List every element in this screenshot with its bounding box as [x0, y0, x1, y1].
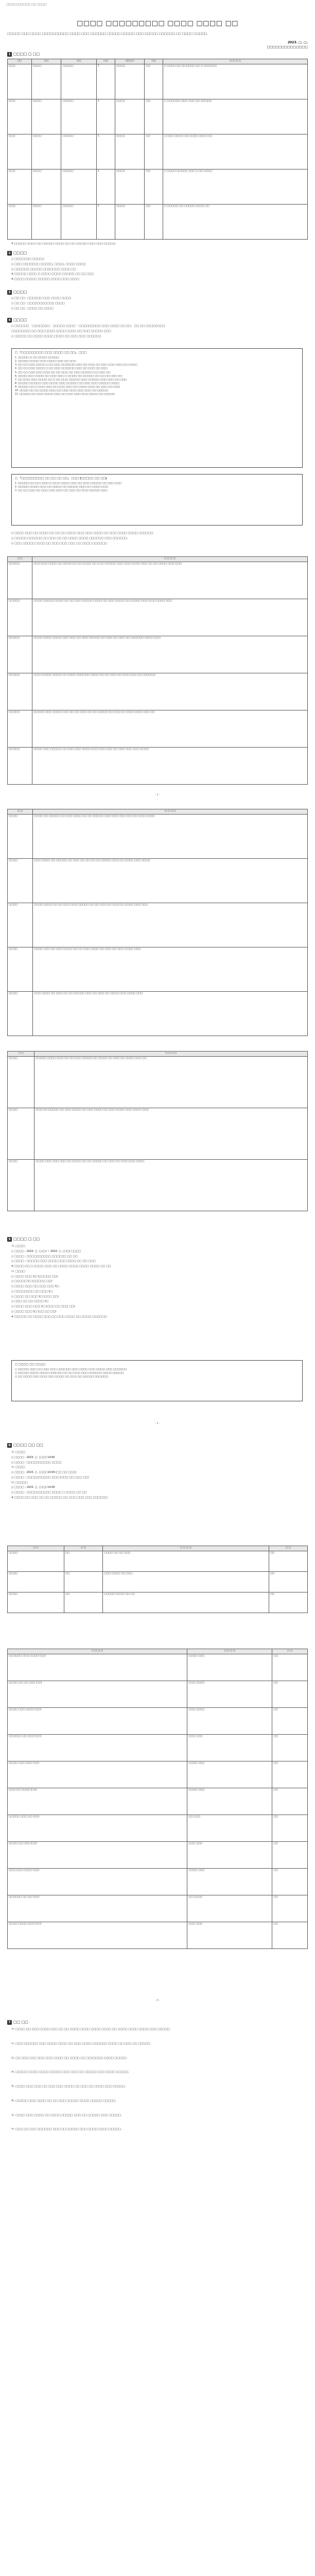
- table-row: [8, 636, 308, 673]
- box-line: 4. □□ □□ □□□ □□□□ □ □□ □□□ □□□□□□ □□□ □□ □□□ □□ □□□: [15, 367, 108, 370]
- table-cell: □□: [272, 1815, 308, 1841]
- table-cell: □□□□ □□□: [187, 1868, 272, 1895]
- table-header-cell: □ □ □ □: [8, 1649, 187, 1654]
- table-cell: □□□□ □□□ □□□□ (□□): [8, 1707, 187, 1734]
- table-header-cell: □ □: [64, 1546, 102, 1551]
- box-line: 3. □□ □□ □□□ □□ □□□ □□□ □□□ □□ □□□ □□ □□□ □□□□□ □□□: [15, 489, 108, 493]
- section-heading: [7, 290, 27, 295]
- box-line: 6. □□□□ □□□ □□□□ □□ □□□ □□□ □ □□□□ □□ □□□□□ □□ □□ □□ □□□ □□: [15, 375, 122, 378]
- table-cell: □□: [272, 1707, 308, 1734]
- table-cell: □□□□□□ □□ □□□ (□□): [8, 1734, 187, 1761]
- section-number: 5: [7, 1237, 12, 1242]
- table-row: [8, 562, 308, 599]
- text-line: 라. □□□□□ □□□□ □□□□ □□□□□ □□□ □□□ □□ □□□□□ □□□ □□□□ □□□□□.: [11, 2071, 129, 2074]
- section-title: □□□□ □ □□: [13, 52, 40, 56]
- text-line: ○ □□□□□□ 「□□□□□□□」 □□□□□ □□□□ 「□□□□□□□□□ □□□ □□□□ □□ □□」 □□ □□ □□□□□□□□: [11, 325, 165, 328]
- text-line: ※ □□□□□ □□□□ □ □□□□ □□□□ □□□□□ □□ □□ □□□: [11, 273, 94, 276]
- box-line: 8. □□□□□ □□□□□ □□□ □□□□ □□□ □□□□□ □□ □□□ □□□ □□□□□ □□□□: [15, 382, 119, 385]
- table-header-row: [8, 1052, 308, 1057]
- table-header-cell: □ □: [8, 1052, 34, 1057]
- table-row: [8, 814, 308, 858]
- table-row: [8, 1868, 308, 1895]
- table-header-cell: □ □ □ □: [34, 1052, 307, 1057]
- table-cell: □□: [269, 1571, 307, 1592]
- table-cell: □□: [269, 1592, 307, 1613]
- table-cell: □□□□ □□□: [187, 1654, 272, 1681]
- box-line: 2. □□□□□ □□□□ □□□ □□ □□□□ □□ □□□□□ □□□ □□ □□□□ □□□: [15, 486, 109, 489]
- text-line: 가. □□□□: [11, 1451, 25, 1454]
- section-title: □□□□: [13, 318, 27, 322]
- table-cell: □□ □□□: [187, 1815, 272, 1841]
- table-cell: □□□: [8, 134, 32, 169]
- text-line: 사. □□□□ □□□ □□□□ □□ □□□□ □□□□□ □□□ □□ □□□□□ □□□ □□□□□.: [11, 2113, 122, 2117]
- table-row: [8, 1592, 308, 1613]
- table-row: [8, 1056, 308, 1108]
- table-cell: □□: [145, 169, 163, 204]
- table-cell: □□: [64, 1592, 102, 1613]
- section-number: 6: [7, 1443, 12, 1448]
- text-line: ※ □□□□ □□□□□ □□□□□ □□□□ □□□ □□□□: [11, 278, 79, 281]
- table-row: [8, 134, 308, 169]
- section-body: [11, 297, 305, 312]
- qualification-table: [7, 1051, 308, 1211]
- table-cell: □□□□□: [8, 562, 32, 599]
- box-line: ○ □□□□□ □□□ □□ □□□ □□□ □□□□□□ □□□ □□□□ □□□ □□□□ □□□ □□□□□□.: [15, 1368, 128, 1371]
- table-cell: □□: [269, 1551, 307, 1571]
- text-line: ○ □□□□□□□□ □□ □□□ 1□: [11, 1290, 53, 1293]
- text-line: ○ □□□□ : 2023. □. □.(□) ~ 2023. □. □.(□) □□□□: [11, 1249, 81, 1253]
- box-line: 11. □□□□□ □□ □□□ □□□□ □□□ □□ □□□ □□□ □□□ □□□□ □□ □□□□□: [15, 393, 115, 396]
- table-cell: □□□□: [8, 1108, 34, 1159]
- text-line: ○ □□ □□ : □□□□□□□□□□□ □□□□: [11, 301, 65, 305]
- table-cell: □□□□□: [8, 673, 32, 710]
- box-line: 10. □□□□ □□ □□ □□□□ □□□ □□ □□□ □□□ □□□ □□□ □□ □□□□□: [15, 389, 109, 393]
- table-cell: □□□ □□□□ □□ □□□: [103, 1571, 269, 1592]
- table-cell: □□ □□□□: [187, 1895, 272, 1922]
- box-line: 9. □□□□□ □□ □ □□□ □□□ □□ □□□ □□□ □□ □□□□ □□□ □□ □□□ □□ □□□: [15, 385, 120, 388]
- table-cell: □□□□: [8, 1056, 34, 1108]
- text-line: ○ □□□□ □□□ □□ □□□□ □□ □□ □□ □□□□ □□□ □□□ □□□□ □□ □□□ □□□□ □□□□ □□□□□□.: [11, 532, 154, 535]
- table-header-cell: □ □: [8, 809, 33, 815]
- table-cell: □□□□ □□□□ □□ □□ □□□ □□□ □□□□□ □□ □□ □□□ □□ □□□ □□ □□□□ □□□ □□□: [33, 903, 308, 947]
- section-number: 2: [7, 251, 12, 256]
- table-cell: □□□□ □□□: [187, 1788, 272, 1815]
- text-line: 마. □□□□ □□□ □□□ □□ □□□ □□□ □□□□ □□ □□□ □□ □□□□ □□□ □□□□□.: [11, 2085, 126, 2088]
- box-title: □ 「□□□□□□□□□ □□ □□ □□ □□」 □□□ (□□□□□ □□ □□): [15, 477, 107, 480]
- table-cell: □□□□ □□ □□□□□ □□ □□□ □□□□ □□ □□ □□□□□ □□□ □□□ □□□ □□□ □□ □□□ □□□□: [33, 814, 308, 858]
- section-title: □□□□ □ □□: [13, 1237, 40, 1241]
- text-line: ○ □□□□ : □□□□□□□□□□ □□□□□□ □□ □□: [11, 1255, 78, 1258]
- section-title: □□□□ □□ □□: [13, 1443, 43, 1447]
- table-cell: □□: [145, 134, 163, 169]
- table-cell: 1: [97, 64, 115, 99]
- section-number: 4: [7, 318, 12, 323]
- table-row: [8, 947, 308, 991]
- table-cell: □ □□□□□□ □□□ □□□ □□ □□□□□: [163, 99, 307, 134]
- table-cell: □□□ □□□: [187, 1734, 272, 1761]
- section-heading: [7, 1236, 40, 1242]
- table-cell: □ □□□□□ □□ □□□□□ □□□□ □□: [163, 204, 307, 239]
- table-cell: □□□ □□□□: [187, 1681, 272, 1707]
- date-issuer-block: [267, 40, 308, 50]
- intro-paragraph: □□□□□ □□□ □□□□ □□□□□□□□□□ □□□□ □□□ □□□□□□ □□□□□ □□□□□ □□□ □□□□□ □□□□□□ □□ □□□□ □□□□□.: [7, 32, 208, 36]
- table-row: [8, 858, 308, 903]
- table-cell: □□□□: [31, 204, 61, 239]
- table-row: [8, 1159, 308, 1211]
- table-cell: □□□□: [8, 1551, 64, 1571]
- section-title: □□□□: [13, 290, 27, 294]
- table-cell: □□□ □□□□ □□ □□□□□ □□ □□□ □□ □□ □□ □□ □□□□□ □□□ □□ □□□□ □□□ □□□□: [33, 858, 308, 903]
- notice-issuer: □□□□□□□□□□□□□□: [267, 45, 308, 49]
- table-cell: □□□: [8, 99, 32, 134]
- section-heading: [7, 317, 27, 323]
- table-header-row: [8, 809, 308, 815]
- text-line: ○ □□□□ : 2023. □. □.(□) 10:00 (□□ □□ □□□): [11, 1471, 77, 1474]
- table-cell: 1: [97, 204, 115, 239]
- table-cell: □□□□: [8, 1571, 64, 1592]
- table-cell: □ □□□□ □□□□□ □□□ □ □□ □□□□: [163, 169, 307, 204]
- table-cell: □□: [272, 1788, 308, 1815]
- text-line: ○ □□ □□ : □□□□ □□ □□□□: [11, 307, 54, 310]
- table-cell: □□□□: [8, 1592, 64, 1613]
- table-header-cell: □ □ □ □: [32, 557, 307, 562]
- table-cell: □□□□ □□ □□ □□□ (□□): [8, 1681, 187, 1707]
- text-line: ○ □□□□□ □□ □□□□ □□□□ □□□□ □□ □□□ □□□ □□□□□□: [11, 334, 101, 338]
- table-cell: □□□ □□□ □□□□ (□□): [8, 1868, 187, 1895]
- table-cell: □□□ □□□□□ □□□□ □□ □□□□ □□□□□□ □□□□ □□ □□ □□□ □□ □□□ □□□ □□ □□□□□□: [32, 673, 307, 710]
- table-cell: □□□□: [8, 1159, 34, 1211]
- table-cell: □□□□ □□ □□□ (□□): [8, 1841, 187, 1868]
- table-cell: □□□: [8, 64, 32, 99]
- table-row: [8, 710, 308, 747]
- table-cell: □□□: [8, 169, 32, 204]
- table-cell: □□□□□□ □□ □□ (□□): [8, 1895, 187, 1922]
- table-cell: □□□□□: [61, 169, 97, 204]
- preference-table: [7, 1649, 308, 1949]
- table-header-cell: □ □: [269, 1546, 307, 1551]
- table-cell: □□: [64, 1571, 102, 1592]
- box-line: 7. □□ □□□ □□□ □□□□ □□ □ □□ □□□ □□□□□ □□□ □□□□□ □□□ □□□ □□ □□□: [15, 378, 127, 381]
- text-line: ○ □□□□ □□ □□□ 1□ (□□□ □□): [11, 1295, 59, 1298]
- table-cell: □□□□: [8, 858, 33, 903]
- table-cell: □□□ □□□ □□□□ □□ □□□□ □□ □□ □□□□ □□ □ □□ □□□□□ □□□ □□□ □□□□ □□□ □□ □□ □□□□ □□□ □□□: [32, 562, 307, 599]
- section-title: □□ □□: [13, 2020, 28, 2024]
- table-cell: □□□□: [31, 134, 61, 169]
- table-cell: □□□□: [31, 99, 61, 134]
- restriction-box: [11, 474, 303, 526]
- table-cell: □□□□: [115, 204, 145, 239]
- table-header-cell: □□: [61, 59, 97, 64]
- table-header-cell: □□: [97, 59, 115, 64]
- text-line: ○ □□□□□ 1□ (□□□□□ □□): [11, 1280, 52, 1283]
- table-cell: □□□□ □□□ □□□ (□□): [8, 1761, 187, 1788]
- table-cell: □□□□ □□□ □□□ □□□ □□ □□□□ □□ □□ □□□□□ □□ □□□ □□ □□□ □□□ □□□□: [34, 1159, 307, 1211]
- table-cell: □□□□□: [8, 599, 32, 636]
- text-line: ○ □□□□ : □□□□□ □□□ □□□□ □□□ □□□□ □□ □□ □□□: [11, 1260, 96, 1263]
- table-header-row: [8, 557, 308, 562]
- table-row: [8, 1841, 308, 1868]
- table-cell: □ □□□ □□□□ □□ □□□□ □□□□ □□: [163, 134, 307, 169]
- box-line: ○ □□ □□□□ □□□ □□□ □□□ □□□□ □□ □□□ □□ □□□□□ □□□□□□.: [15, 1376, 109, 1379]
- text-line: ○ □□□□ : 2023. □. □.(□) 14:00: [11, 1455, 55, 1459]
- table-cell: □□□□□: [61, 99, 97, 134]
- table-row: [8, 64, 308, 99]
- table-cell: □□: [64, 1551, 102, 1571]
- table-cell: □□□□: [115, 64, 145, 99]
- text-line: ○ □□□□ : □□□□□□□□□□ □□□□: [11, 1461, 62, 1464]
- text-line: ○ □□ □□ : □□□□□□ □□□ □□□□ □□□□: [11, 297, 72, 300]
- table-cell: □□□□: [115, 169, 145, 204]
- table-row: [8, 169, 308, 204]
- table-cell: □□□□ □□□□ □□□□ □□□ □□□ □□ □□□ □□□□□ □□ □□□ □□ □□□ □□ □□□□□□ □□□□ □□□: [32, 636, 307, 673]
- table-header-cell: □□□□: [115, 59, 145, 64]
- text-line: ○ □□□□ : 2023. □. □.(□) 14:00: [11, 1486, 55, 1489]
- table-row: [8, 1734, 308, 1761]
- table-row: [8, 599, 308, 636]
- table-row: [8, 1895, 308, 1922]
- text-line: 나. □□□□: [11, 1466, 25, 1469]
- table-cell: □□□□: [115, 99, 145, 134]
- text-line: ○ □□□□□□□ □□□□□: [11, 258, 45, 261]
- text-line: □□□□□□□□ □□ □□□ □□□□ □□□□ □□□□ □□ □□□ □□□□□ □□□: [11, 329, 111, 333]
- section-body: [11, 325, 305, 340]
- table-cell: □□□ □□□□ □□ □□□ □□ □□ □□□□□ □□□ □□ □□□ □□ □□□□ □□□ □□□□ □□□: [33, 991, 308, 1036]
- box-title: □ 「□□□□□□□□□ □□□ □□□□ □□ □□」 □□□: [15, 351, 86, 354]
- table-row: [8, 903, 308, 947]
- disqualification-box: [11, 348, 303, 468]
- table-row: [8, 747, 308, 784]
- box-line: 5. □□ □□ □□□ □□□ □□□ □□ □□ □□□ □□ □□□ □□□□□ □□ □□□ □□: [15, 371, 111, 374]
- section-body: [11, 1451, 305, 1501]
- section-number: 1: [7, 52, 12, 57]
- table-row: [8, 99, 308, 134]
- evaluation-table: [7, 1546, 308, 1613]
- table-row: [8, 1681, 308, 1707]
- table-cell: □□□□ □□□□ □□□ (□□): [8, 1922, 187, 1948]
- text-line: ※ □□□□ □□ □ □□□□ □□□ □□ □□□□ □□□□ □□□□ □□□□ □□ □□: [11, 1265, 111, 1268]
- section-number: 3: [7, 290, 12, 295]
- text-line: ○ □□□ □□ □□ □□□□ 1□: [11, 1300, 49, 1303]
- text-line: 나. □□□□: [11, 1269, 25, 1273]
- table-cell: □□: [145, 64, 163, 99]
- table-cell: □□: [272, 1922, 308, 1948]
- section-body: [11, 1245, 305, 1320]
- table-cell: □□□□□ □□□□ □□□ □□ □□ □□□ □□□□□ □□ □□□□ □□ □□□ □□ □□□□ □□□ □□: [34, 1056, 307, 1108]
- table-cell: □□□□□: [8, 747, 32, 784]
- table-row: [8, 204, 308, 239]
- text-line: ○ □□□□ : □□□□□□□□□□ □□□□ □ □□□□ □□ □□: [11, 1491, 87, 1494]
- text-line: ○ □□□ □□□□□□□ □□□□□, □□□□, □□□□ □□□□: [11, 262, 86, 266]
- table-cell: □□□□: [8, 903, 33, 947]
- table-header-cell: □ □ □ □: [103, 1546, 269, 1551]
- box-line: 3. □□ □□ □□□ □□□□ □ □□ □□□ □□□□□□ □□□ □□ □□□ □□ □□□ □□□ □□□ □□ □□□□: [15, 364, 137, 367]
- table-cell: □□□ □□ □□□□□ □□ □□□ □□□□ □□ □□□ □□□□ □□ □□□ □□□□ □□□ □□□□ □□□: [34, 1108, 307, 1159]
- table-cell: □□□□ □□□□□ □□□□ □□ □□ □□□ □□□□□ □□□□ □□ □□□ □□□□ □□ □□□□□ □□□ □□□ □□□□ □□□: [32, 599, 307, 636]
- section-number: 7: [7, 2020, 12, 2025]
- recruitment-table: [7, 59, 308, 240]
- section-body: [11, 532, 305, 547]
- box-line: 2. □□□□□ □□□□ □□□ □□□□ □□□ □□ □□□: [15, 360, 76, 363]
- table-cell: □□□□□: [8, 710, 32, 747]
- table-row: [8, 1108, 308, 1159]
- section-body: [11, 258, 305, 283]
- page-number: - 1 -: [155, 793, 160, 796]
- section-title: □□□□: [13, 251, 27, 255]
- text-line: ○ □□□□ : □□□□□□□□□□ □□□ (□□□ □□ □□□ □□): [11, 1476, 89, 1479]
- table-cell: □□□□ □□□ □□□□□ □□ □□□ □□□ □□□□ □□□ □□□ □□□ □□ □□□ □□□ □□□ □□□□: [32, 747, 307, 784]
- table-cell: □□□ □□□□: [187, 1707, 272, 1734]
- table-cell: □□: [272, 1654, 308, 1681]
- table-header-cell: □ □: [8, 1546, 64, 1551]
- table-cell: □□: [272, 1895, 308, 1922]
- text-line: ○ □□□□□ □□□□□□ □□ □□□ □□ □□ □□□□ □□□□ □□□□□□ □□□ □□□□□□.: [11, 536, 128, 540]
- text-line: 바. □□□□□ □□□ □□□□ □□ □□ □□□ □□□□□ □□□□ □□□□□ □□□□□.: [11, 2099, 116, 2103]
- table-header-row: [8, 1546, 308, 1551]
- table-cell: □□□□□ □□□ □□ (□□): [8, 1815, 187, 1841]
- table-cell: □□□ □□□: [187, 1841, 272, 1868]
- table-header-row: [8, 1649, 308, 1654]
- text-line: 아. □□□ □□ □□□ □□□□□□ □□□ □□ □□□□□ □□□ □□□□ □□□□ □□□□□.: [11, 2128, 122, 2131]
- table-cell: □□□□: [115, 134, 145, 169]
- table-cell: 1: [97, 134, 115, 169]
- box-line: 1. □□□□□ □ □□ □□□□ □□□□□: [15, 357, 59, 360]
- table-cell: □□: [272, 1841, 308, 1868]
- table-cell: □□□□ □□□: [187, 1761, 272, 1788]
- table-cell: □□□□: [31, 169, 61, 204]
- text-line: 나. □□□ □□□□□□ □□□ □□□□ □□□□ □□ □□□ □□□□ □□□□□□ □□□□ □□ □□□ □□ □□□□□.: [11, 2042, 151, 2045]
- table-row: [8, 1922, 308, 1948]
- table-row: [8, 1788, 308, 1815]
- table-cell: □□□□: [8, 947, 33, 991]
- section-heading: [7, 2020, 28, 2025]
- text-line: ○ □□□□□□ □□□□□ □□□□□□□ □□□□ □□: [11, 267, 76, 271]
- table-row: [8, 1654, 308, 1681]
- table-row: [8, 1707, 308, 1734]
- table-header-cell: □ □ □ □: [33, 809, 308, 815]
- table-header-cell: □□: [31, 59, 61, 64]
- table-cell: □□□ □□ □□□□ (□□): [8, 1788, 187, 1815]
- application-notice-box: [11, 1360, 303, 1401]
- text-line: ※ □□□□ □□ □□□ □□ □□ □□□□□ □□ □□□ □□□ □□□ □□□□□□.: [11, 1496, 109, 1499]
- table-cell: □□□ □□□: [187, 1922, 272, 1948]
- table-cell: □□: [272, 1734, 308, 1761]
- text-line: ○ □□□ □□□□□ □□□□ □□ □□□ □□□ □□□ □□ □□□□ □□□□□□.: [11, 541, 108, 545]
- table-cell: □□□□□: [61, 134, 97, 169]
- qualification-table: [7, 556, 308, 785]
- table-cell: □□: [145, 99, 163, 134]
- table-cell: 1: [97, 169, 115, 204]
- section-heading: [7, 52, 40, 57]
- table-row: [8, 1551, 308, 1571]
- page-number: - 3 -: [155, 1999, 160, 2002]
- table-header-cell: □ □: [8, 557, 32, 562]
- table-cell: □□□□: [8, 814, 33, 858]
- table-row: [8, 1761, 308, 1788]
- qualification-table: [7, 809, 308, 1036]
- text-line: 가. □□□□ □□ □□□ □□□□ □□□ □□ □□ □□□□ □□□□ □□□□ □□□□ □□ □□□□ □□□□ □□□□ □□□ □□□□□.: [11, 2028, 171, 2031]
- text-line: ※ □□□□□ □□ □□□□ □□□ □□ □□□ □□□□ □□ □□□□ □□□□□□.: [11, 1315, 108, 1318]
- text-line: ○ □□□□ □□□ □□ □□□ □□□ 1□: [11, 1285, 59, 1288]
- table-cell: □□□□ □□ □□ □□□: [103, 1551, 269, 1571]
- text-line: 다. □□ □□□ □□□ □□□ □□□ □□□□ □□ □□□□ □□ □□□□□□□ □□□□ □□□□□.: [11, 2056, 128, 2060]
- text-line: 가. □□□□: [11, 1245, 25, 1248]
- table-cell: □□□□□ □□□□ □□ □□: [103, 1592, 269, 1613]
- table-row: [8, 991, 308, 1036]
- table-header-row: [8, 59, 308, 64]
- section-heading: [7, 250, 27, 256]
- table-header-cell: □ □ □ □: [163, 59, 307, 64]
- notice-date: 2023. □. □.: [287, 41, 308, 44]
- table-header-cell: □ □: [272, 1649, 308, 1654]
- table-cell: □□: [272, 1681, 308, 1707]
- section-heading: [7, 1443, 43, 1448]
- box-title: □ □□□□ □□ □□□□: [15, 1363, 46, 1366]
- table-cell: □□□□: [8, 991, 33, 1036]
- box-line: 1. □□□□□ □□ □□ □□□□ □ □□□ □□□□ □□□ □□ □□□ □□□□□ □□ □□□ □□□: [15, 482, 122, 485]
- text-line: ○ □□□□ □□□ 1□ (□□ □□ □□): [11, 1310, 57, 1313]
- page-number: - 2 -: [155, 1422, 160, 1425]
- notice-title: □□□□ □□□□□□□□□ □□□□ □□□□ □□: [76, 20, 239, 27]
- table-cell: □□□: [8, 204, 32, 239]
- table-note: ※ □□□□□ □□□□ □□ □□□□□ □□□□ □□ □□ □□□□□ □□□ □□□ □□□□□.: [11, 243, 116, 245]
- text-line: ○ □□□□ □□□ 1□ (□□□□□ □□): [11, 1275, 58, 1278]
- table-cell: □□: [272, 1868, 308, 1895]
- table-cell: □□: [145, 204, 163, 239]
- box-line: ○ □□□□□ □□□□ □□□□ □□□□□□ □□ □□ □□□ □□□ □□□□□□ □□□□ □□□□□.: [15, 1372, 125, 1375]
- running-header: □□□□□□□□□□ □□ □□□□: [6, 3, 47, 6]
- table-cell: □□□□□: [61, 204, 97, 239]
- table-cell: □□□□ □□□ □□ □□□ □□□□ □□ □□ □□□ □□□□ □□ □□□ □□ □□□ □□□□ □□□: [33, 947, 308, 991]
- table-cell: □□□□□: [8, 636, 32, 673]
- table-header-cell: □□: [145, 59, 163, 64]
- table-header-cell: □□: [8, 59, 32, 64]
- table-row: [8, 1815, 308, 1841]
- table-header-cell: □ □ □ □: [187, 1649, 272, 1654]
- table-cell: □□: [272, 1761, 308, 1788]
- text-line: 다. □□□□□: [11, 1481, 28, 1484]
- table-cell: □□□□□□ □□□ □□□□ (□□): [8, 1654, 187, 1681]
- table-cell: □□□□: [31, 64, 61, 99]
- table-cell: □□□□□ □□□ □□□□ □□□ □□ □□ □□□ □□ □□ □□□□□ □□ □□□ □□ □□□ □□□□ □□□ □□: [32, 710, 307, 747]
- table-cell: □ □□□□ □□ □□□□□□ □□ □ □□□□□□: [163, 64, 307, 99]
- table-cell: □□□□□: [61, 64, 97, 99]
- table-row: [8, 1571, 308, 1592]
- table-cell: 1: [97, 99, 115, 134]
- table-row: [8, 673, 308, 710]
- section-body: [11, 2028, 305, 2142]
- text-line: ○ □□□□ □□□ □□□ 1□ (□□□ □□ □□□ □□): [11, 1305, 75, 1308]
